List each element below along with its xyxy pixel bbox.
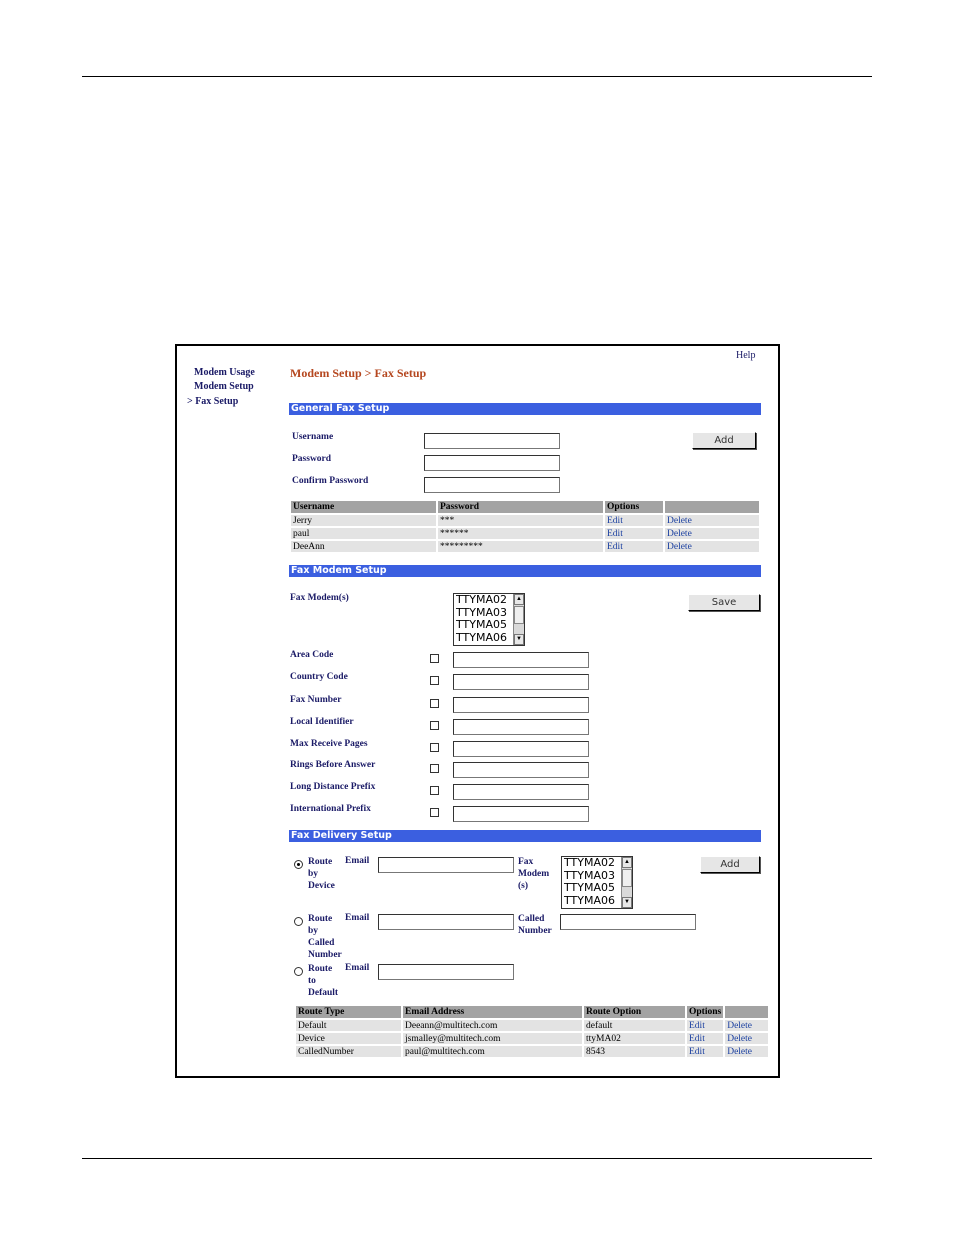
label-line: to	[308, 976, 316, 986]
delete-link[interactable]: Delete	[724, 1019, 769, 1032]
scroll-down-arrow-icon[interactable]: ▼	[514, 634, 524, 645]
edit-link[interactable]: Edit	[686, 1019, 724, 1032]
default-email-input[interactable]	[378, 964, 514, 980]
table-row	[291, 527, 760, 540]
list-item[interactable]: TTYMA02	[456, 593, 507, 606]
called-number-email-input[interactable]	[378, 914, 514, 930]
email-label: Email	[345, 913, 370, 923]
password-input[interactable]	[424, 455, 560, 471]
cell-route-type: Device	[296, 1032, 402, 1045]
routes-table	[296, 1006, 770, 1059]
country-code-input[interactable]	[453, 674, 589, 690]
label-line: Number	[308, 950, 342, 960]
route-by-called-number-label	[308, 913, 342, 961]
listbox-scrollbar[interactable]	[513, 594, 524, 645]
max-receive-pages-checkbox[interactable]	[430, 743, 439, 752]
cell-password: *********	[437, 540, 604, 553]
nav-item-label: Modem Setup	[194, 381, 254, 392]
users-table	[291, 501, 761, 554]
max-receive-pages-input[interactable]	[453, 741, 589, 757]
area-code-checkbox[interactable]	[430, 654, 439, 663]
list-item[interactable]: TTYMA03	[456, 605, 507, 619]
long-distance-prefix-checkbox[interactable]	[430, 786, 439, 795]
cell-route-option: default	[583, 1019, 686, 1032]
area-code-input[interactable]	[453, 652, 589, 668]
list-item[interactable]: TTYMA03	[564, 868, 615, 882]
column-header	[724, 1006, 769, 1019]
list-item[interactable]: TTYMA06	[456, 630, 507, 644]
nav-current-marker: >	[187, 396, 193, 407]
cell-email: Deeann@multitech.com	[402, 1019, 583, 1032]
column-header: Email Address	[402, 1006, 583, 1019]
fax-modem-setup-header: Fax Modem Setup	[289, 565, 761, 577]
label-line: Route	[308, 914, 333, 924]
delete-link[interactable]: Delete	[724, 1045, 769, 1058]
cell-password: ***	[437, 514, 604, 527]
fax-number-input[interactable]	[453, 697, 589, 713]
edit-link[interactable]: Edit	[604, 540, 664, 553]
area-code-label: Area Code	[290, 650, 334, 660]
route-to-default-label	[308, 963, 338, 999]
scroll-thumb[interactable]	[514, 606, 524, 624]
cell-username: DeeAnn	[291, 540, 437, 553]
listbox-scrollbar[interactable]	[621, 857, 632, 908]
cell-email: jsmalley@multitech.com	[402, 1032, 583, 1045]
table-header-row	[296, 1006, 769, 1019]
cell-email: paul@multitech.com	[402, 1045, 583, 1058]
fax-modem-label	[518, 856, 549, 892]
scroll-up-arrow-icon[interactable]: ▲	[514, 594, 524, 605]
international-prefix-checkbox[interactable]	[430, 808, 439, 817]
general-fax-setup-header: General Fax Setup	[289, 403, 761, 415]
table-row	[291, 540, 760, 553]
label-line: Called	[518, 914, 545, 924]
label-line: Default	[308, 988, 339, 998]
cell-route-option: ttyMA02	[583, 1032, 686, 1045]
local-identifier-label: Local Identifier	[290, 717, 354, 727]
list-item[interactable]: TTYMA05	[456, 618, 507, 631]
long-distance-prefix-label: Long Distance Prefix	[290, 782, 376, 792]
label-line: Called	[308, 938, 335, 948]
cell-route-type: Default	[296, 1019, 402, 1032]
label-line: Fax	[518, 857, 534, 867]
international-prefix-label: International Prefix	[290, 804, 371, 814]
column-header: Route Type	[296, 1006, 402, 1019]
list-item[interactable]: TTYMA02	[564, 856, 615, 869]
delete-link[interactable]: Delete	[664, 540, 760, 553]
table-header-row	[291, 501, 760, 514]
rings-before-answer-label: Rings Before Answer	[290, 760, 376, 770]
device-email-input[interactable]	[378, 857, 514, 873]
column-header: Options	[686, 1006, 724, 1019]
route-by-device-label	[308, 856, 335, 892]
country-code-label: Country Code	[290, 672, 348, 682]
fax-number-checkbox[interactable]	[430, 699, 439, 708]
nav-item-label: Fax Setup	[195, 396, 239, 407]
table-row	[296, 1045, 769, 1058]
fax-modems-label: Fax Modem(s)	[290, 593, 349, 603]
edit-link[interactable]: Edit	[686, 1045, 724, 1058]
nav-item-label: Modem Usage	[194, 367, 255, 378]
route-to-default-radio[interactable]	[294, 967, 303, 976]
scroll-up-arrow-icon[interactable]: ▲	[622, 857, 632, 868]
edit-link[interactable]: Edit	[604, 514, 664, 527]
edit-link[interactable]: Edit	[686, 1032, 724, 1045]
column-header: Password	[437, 501, 604, 514]
nav-item-modem-usage[interactable]	[194, 367, 255, 378]
add-route-button[interactable]: Add	[700, 856, 760, 873]
edit-link[interactable]: Edit	[604, 527, 664, 540]
confirm-password-input[interactable]	[424, 477, 560, 493]
called-number-label	[518, 913, 552, 937]
called-number-input[interactable]	[560, 914, 696, 930]
delivery-modem-listbox[interactable]	[561, 856, 633, 909]
confirm-password-label: Confirm Password	[292, 476, 369, 486]
email-label: Email	[345, 963, 370, 973]
label-line: (s)	[518, 881, 529, 891]
scroll-down-arrow-icon[interactable]: ▼	[622, 897, 632, 908]
table-row	[296, 1032, 769, 1045]
route-by-device-radio[interactable]	[294, 860, 303, 869]
column-header: Route Option	[583, 1006, 686, 1019]
delete-link[interactable]: Delete	[664, 514, 760, 527]
delete-link[interactable]: Delete	[724, 1032, 769, 1045]
label-line: by	[308, 869, 319, 879]
rings-before-answer-input[interactable]	[453, 762, 589, 778]
label-line: Route	[308, 857, 333, 867]
page-header-rule	[82, 76, 872, 77]
table-row	[291, 514, 760, 527]
rings-before-answer-checkbox[interactable]	[430, 764, 439, 773]
nav-item-modem-setup[interactable]	[194, 381, 254, 392]
email-label: Email	[345, 856, 370, 866]
save-button[interactable]: Save	[688, 594, 760, 611]
list-item[interactable]: TTYMA06	[564, 893, 615, 907]
country-code-checkbox[interactable]	[430, 676, 439, 685]
label-line: by	[308, 926, 319, 936]
fax-delivery-setup-header: Fax Delivery Setup	[289, 830, 761, 842]
cell-route-option: 8543	[583, 1045, 686, 1058]
delete-link[interactable]: Delete	[664, 527, 760, 540]
nav-item-fax-setup[interactable]	[187, 396, 238, 407]
page-title: Modem Setup > Fax Setup	[290, 366, 427, 380]
cell-route-type: CalledNumber	[296, 1045, 402, 1058]
long-distance-prefix-input[interactable]	[453, 784, 589, 800]
local-identifier-checkbox[interactable]	[430, 721, 439, 730]
cell-username: paul	[291, 527, 437, 540]
column-header: Options	[604, 501, 664, 514]
route-by-called-number-radio[interactable]	[294, 917, 303, 926]
international-prefix-input[interactable]	[453, 806, 589, 822]
fax-number-label: Fax Number	[290, 695, 342, 705]
password-label: Password	[292, 454, 332, 464]
add-user-button[interactable]: Add	[692, 432, 756, 449]
page-footer-rule	[82, 1158, 872, 1159]
column-header	[664, 501, 760, 514]
label-line: Device	[308, 881, 335, 891]
table-row	[296, 1019, 769, 1032]
scroll-thumb[interactable]	[622, 869, 632, 887]
column-header: Username	[291, 501, 437, 514]
cell-username: Jerry	[291, 514, 437, 527]
label-line: Route	[308, 964, 333, 974]
fax-modem-listbox[interactable]	[453, 593, 525, 646]
label-line: Modem	[518, 869, 550, 879]
cell-password: ******	[437, 527, 604, 540]
list-item[interactable]: TTYMA05	[564, 881, 615, 894]
help-link[interactable]: Help	[736, 350, 756, 361]
max-receive-pages-label: Max Receive Pages	[290, 739, 368, 749]
fax-setup-window	[175, 344, 780, 1078]
label-line: Number	[518, 926, 552, 936]
local-identifier-input[interactable]	[453, 719, 589, 735]
username-label: Username	[292, 432, 334, 442]
username-input[interactable]	[424, 433, 560, 449]
